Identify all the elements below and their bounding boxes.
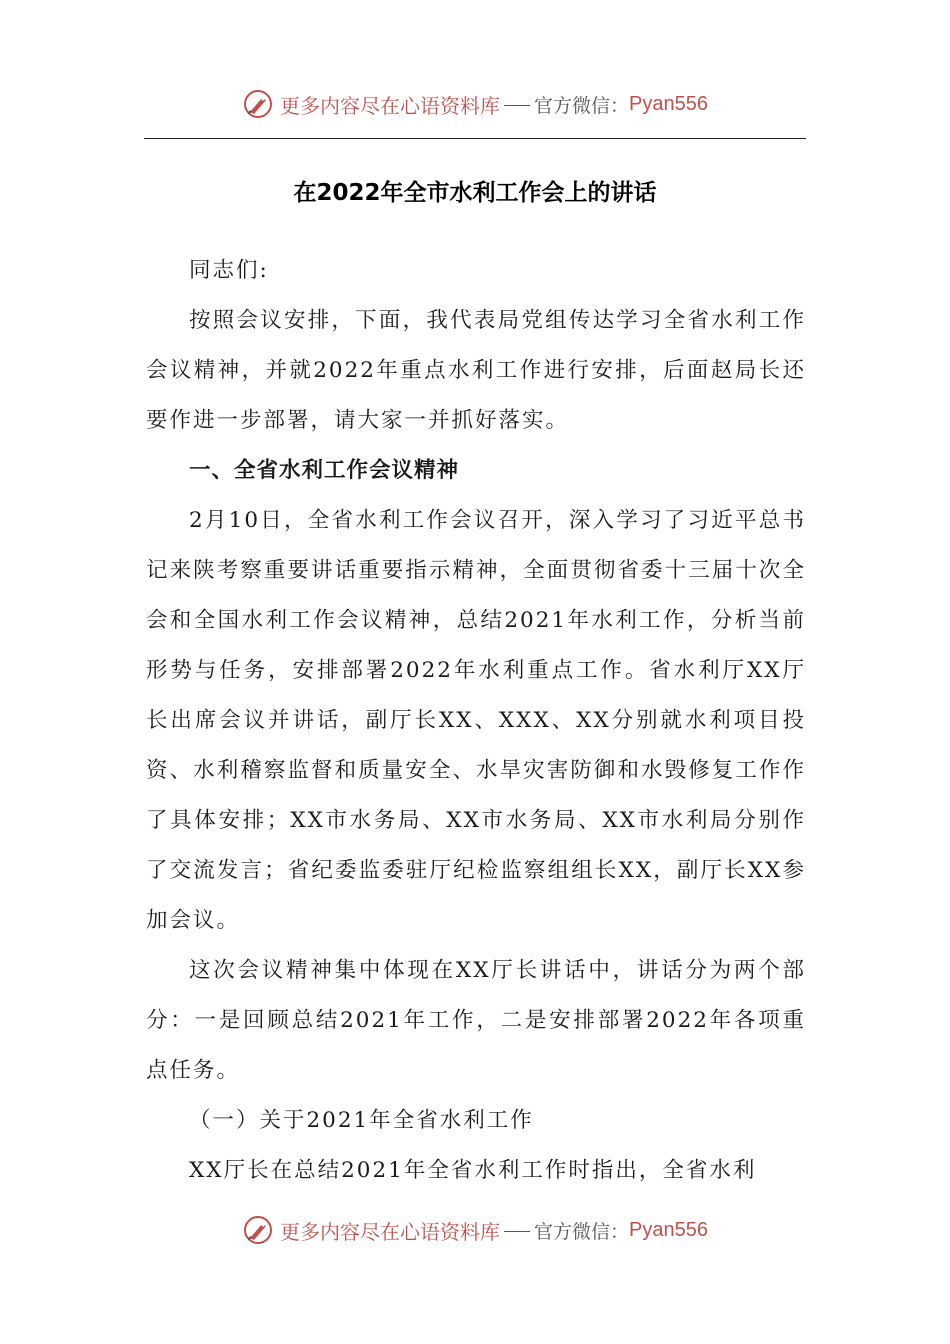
banner-wechat-id: Pyan556	[629, 1218, 708, 1241]
pen-nib-logo-icon	[242, 1214, 274, 1246]
intro-paragraph: 按照会议安排，下面，我代表局党组传达学习全省水利工作会议精神，并就2022年重点水利工作进行安排，后面赵局长还要作进一步部署，请大家一并抓好落实。	[146, 308, 806, 433]
banner-wechat-id: Pyan556	[629, 92, 708, 115]
body-paragraph: 这次会议精神集中体现在XX厅长讲话中，讲话分为两个部分：一是回顾总结2021年工作，二是安排部署2022年各项重点任务。	[146, 958, 806, 1083]
subsection-heading: （一）关于2021年全省水利工作	[189, 1108, 534, 1133]
header-watermark-banner	[0, 84, 950, 124]
header-divider	[144, 138, 806, 139]
section-heading: 一、全省水利工作会议精神	[189, 458, 460, 483]
body-paragraph: 2月10日，全省水利工作会议召开，深入学习了习近平总书记来陕考察重要讲话重要指示精神，全面贯彻省委十三届十次全会和全国水利工作会议精神，总结2021年水利工作，分析当前形势与任务，安排部署2022年水利重点工作。省水利厅XX厅长出席会议并讲话，副厅长XX、XXX、XX分别就水利项目投资、水利稽察监督和质量安全、水旱灾害防御和水毁修复工作作了具体安排；XX市水务局、XX市水务局、XX市水利局分别作了交流发言；省纪委监委驻厅纪检监察组组长XX，副厅长XX参加会议。	[146, 508, 806, 933]
banner-brand-text: 更多内容尽在心语资料库	[280, 1219, 500, 1244]
footer-watermark-banner	[0, 1210, 950, 1250]
banner-dash	[504, 105, 530, 106]
banner-dash	[504, 1231, 530, 1232]
banner-brand-text: 更多内容尽在心语资料库	[280, 93, 500, 118]
banner-wechat-label: 官方微信：	[534, 94, 630, 117]
pen-nib-logo-icon	[242, 88, 274, 120]
salutation-paragraph: 同志们:	[189, 258, 269, 283]
document-title: 在2022年全市水利工作会上的讲话	[293, 180, 657, 206]
document-body	[146, 246, 806, 1196]
body-paragraph: XX厅长在总结2021年全省水利工作时指出，全省水利	[189, 1158, 757, 1183]
banner-wechat-label: 官方微信：	[534, 1220, 630, 1243]
